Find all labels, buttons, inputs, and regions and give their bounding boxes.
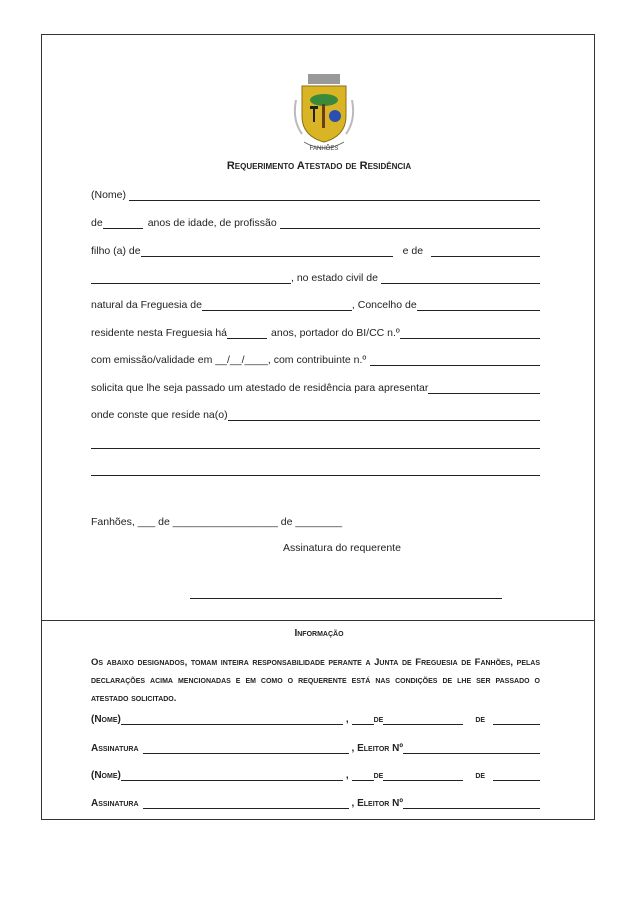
label: de	[373, 770, 384, 781]
row-natural	[91, 297, 540, 311]
row-signature	[190, 585, 502, 599]
witness-2-name[interactable]	[121, 769, 343, 781]
witness-1-signature[interactable]	[143, 742, 349, 754]
label: onde conste que reside na(o)	[91, 409, 228, 421]
witness-1-day[interactable]	[352, 713, 374, 725]
label: , Eleitor Nº	[351, 743, 403, 754]
witness-1-year[interactable]	[493, 713, 540, 725]
municipality-field[interactable]	[417, 299, 540, 311]
label: residente nesta Freguesia há	[91, 327, 228, 339]
row-estado-civil	[91, 270, 540, 284]
witness-1-voter-number[interactable]	[403, 742, 540, 754]
label: ,	[345, 714, 349, 725]
row-solicita	[91, 380, 540, 394]
label: , Eleitor Nº	[351, 798, 403, 809]
date-line[interactable]: Fanhões, ___ de __________________ de ________	[91, 516, 343, 528]
label: com emissão/validade em __/__/____, com contribuinte n.º	[91, 354, 367, 366]
label: e de	[402, 245, 424, 257]
label: de	[475, 714, 486, 725]
age-field[interactable]	[103, 217, 143, 229]
label: natural da Freguesia de	[91, 299, 202, 311]
witness-2-signature[interactable]	[143, 797, 349, 809]
witness-2-day[interactable]	[352, 769, 374, 781]
address-field[interactable]	[228, 409, 540, 421]
row-date	[91, 514, 540, 528]
mother-field[interactable]	[431, 245, 540, 257]
coat-of-arms-logo	[288, 70, 360, 154]
signature-label: Assinatura do requerente	[283, 542, 401, 554]
info-title: Informação	[294, 628, 344, 639]
id-field[interactable]	[400, 327, 540, 339]
parent-continued-field[interactable]	[91, 272, 291, 284]
label: de	[475, 770, 486, 781]
label: Assinatura	[91, 798, 139, 809]
label: ,	[345, 770, 349, 781]
label: anos de idade, de profissão	[147, 217, 277, 229]
row-emissao	[91, 352, 540, 366]
info-paragraph: Os abaixo designados, tomam inteira responsabilidade perante a Junta de Freguesia de Fanhões, pelas declarações acima mencionadas e em como o requerente está nas condições de lhe ser passado o atestado solicitado.	[91, 657, 540, 704]
signature-field[interactable]	[190, 587, 502, 599]
witness-2-sign-row	[91, 795, 540, 809]
witness-1-month[interactable]	[383, 713, 463, 725]
father-field[interactable]	[141, 245, 393, 257]
label: anos, portador do BI/CC n.º	[271, 327, 400, 339]
row-blank-1	[91, 435, 540, 449]
label: , no estado civil de	[291, 272, 378, 284]
row-idade	[91, 215, 540, 229]
witness-1-name[interactable]	[121, 713, 343, 725]
document-title: Requerimento Atestado de Residência	[226, 160, 412, 172]
witness-2-year[interactable]	[493, 769, 540, 781]
label: Assinatura	[91, 743, 139, 754]
address-field-2[interactable]	[91, 437, 540, 449]
witness-1-sign-row	[91, 740, 540, 754]
svg-text:FANHÕES: FANHÕES	[309, 146, 339, 152]
row-blank-2	[91, 462, 540, 476]
profession-field[interactable]	[280, 217, 540, 229]
row-filiacao	[91, 243, 540, 257]
name-field[interactable]	[129, 189, 540, 201]
row-onde	[91, 407, 540, 421]
address-field-3[interactable]	[91, 464, 540, 476]
label: de	[373, 714, 384, 725]
tax-number-field[interactable]	[370, 354, 540, 366]
civil-status-field[interactable]	[381, 272, 540, 284]
label: (Nome)	[91, 714, 121, 725]
row-nome	[91, 187, 540, 201]
divider	[41, 620, 595, 621]
purpose-field[interactable]	[428, 382, 540, 394]
label: de	[91, 217, 103, 229]
witness-2-voter-number[interactable]	[403, 797, 540, 809]
label: (Nome)	[91, 189, 127, 201]
years-field[interactable]	[227, 327, 267, 339]
witness-2-row	[91, 767, 540, 781]
parish-field[interactable]	[202, 299, 352, 311]
row-residente	[91, 325, 540, 339]
row-signature-label	[283, 540, 483, 554]
witness-2-month[interactable]	[383, 769, 463, 781]
witness-1-row	[91, 711, 540, 725]
label: (Nome)	[91, 770, 121, 781]
label: , Concelho de	[351, 299, 417, 311]
label: filho (a) de	[91, 245, 141, 257]
label: solicita que lhe seja passado um atestado de residência para apresentar	[91, 382, 429, 394]
